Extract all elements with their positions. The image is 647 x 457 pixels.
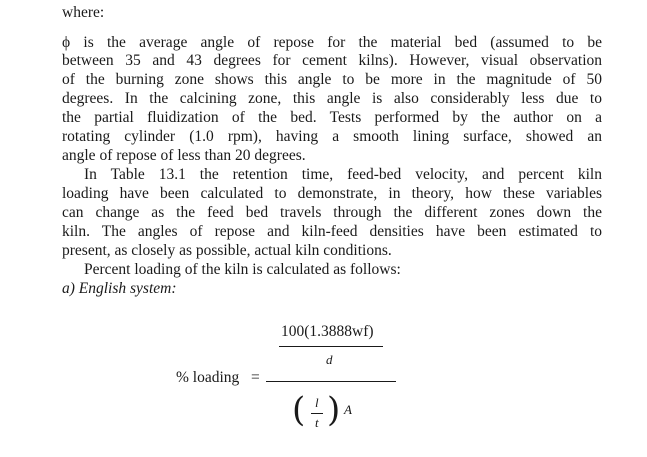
text-line: loading have been calculated to demonstrate, in theory, how these variables — [62, 185, 602, 202]
formula-lhs: % loading — [176, 369, 240, 386]
formula-numerator-top: 100(1.3888wf) — [281, 323, 374, 340]
formula-paren-close: ) — [327, 390, 341, 430]
text-line: angle of repose of less than 20 degrees. — [62, 147, 306, 164]
formula-paren-open: ( — [292, 390, 306, 430]
text-line: degrees. In the calcining zone, this angle is also considerably less due to — [62, 90, 602, 107]
text-line: rotating cylinder (1.0 rpm), having a smooth lining surface, showed an — [62, 128, 602, 145]
formula-inner-fraction-bar — [279, 346, 383, 347]
text-line: Percent loading of the kiln is calculated as follows: — [84, 261, 401, 278]
formula-frac-bottom: t — [315, 415, 319, 430]
formula-equals: = — [251, 369, 260, 386]
text-line: the partial fluidization of the bed. Tests performed by the author on a — [62, 109, 602, 126]
text-line: ϕ is the average angle of repose for the material bed (assumed to be — [62, 34, 602, 51]
text-line: can change as the feed bed travels through the different zones down the — [62, 204, 602, 221]
subheading-english-system: a) English system: — [62, 280, 177, 297]
text-line: kiln. The angles of repose and kiln-feed densities have been estimated to — [62, 223, 602, 240]
formula-main-fraction-bar — [266, 381, 396, 382]
text-line: between 35 and 43 degrees for cement kilns). However, visual observation — [62, 52, 602, 69]
text-line-where: where: — [62, 4, 105, 21]
text-line: present, as closely as possible, actual kiln conditions. — [62, 242, 392, 259]
formula-numerator-bottom: d — [326, 352, 333, 367]
formula-small-fraction-bar — [311, 413, 323, 414]
text-line: In Table 13.1 the retention time, feed-bed velocity, and percent kiln — [84, 166, 602, 183]
formula-frac-top: l — [315, 395, 319, 410]
text-line: of the burning zone shows this angle to be more in the magnitude of 50 — [62, 71, 602, 88]
formula-area: A — [344, 402, 352, 417]
